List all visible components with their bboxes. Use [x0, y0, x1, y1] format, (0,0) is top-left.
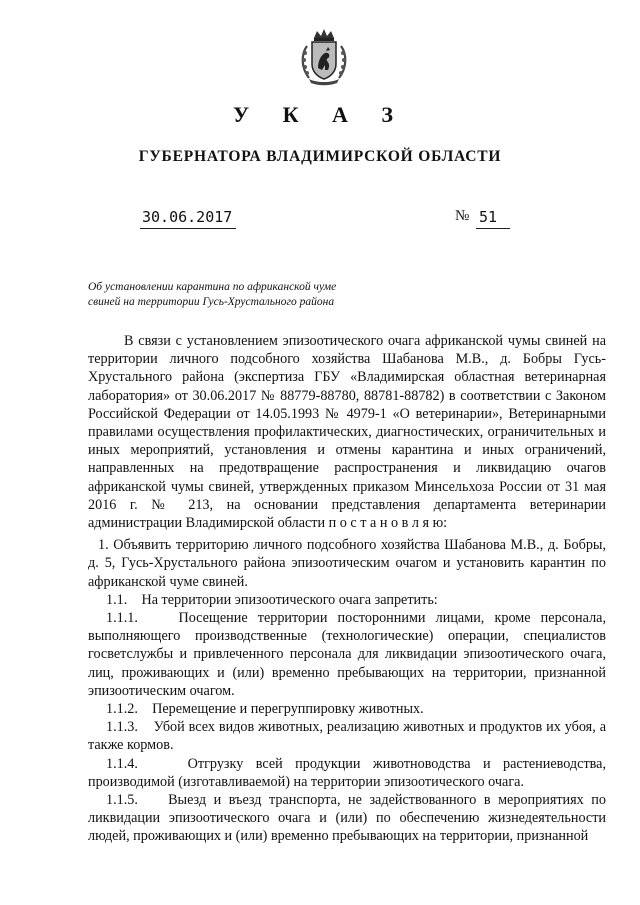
date-underline [140, 228, 236, 229]
clause-1-1-5: 1.1.5. Выезд и въезд транспорта, не задействованного в мероприятиях по ликвидации эпизоотического очага и (или) по обеспечению жизнедеятельности людей, проживающих и (или) временно пребывающих на территории, признанной [88, 792, 610, 845]
subject-line-2: свиней на территории Гусь-Хрустального района [88, 296, 335, 308]
clause-1-1: 1.1. На территории эпизоотического очага запретить: [106, 591, 438, 608]
clause-1-1-3: 1.1.3. Убой всех видов животных, реализацию животных и продуктов их убоя, а также кормов. [88, 719, 610, 754]
decree-body [88, 332, 610, 846]
decree-number: 51 [479, 208, 498, 226]
clause-1-1-2: 1.1.2. Перемещение и перегруппировку животных. [106, 701, 424, 718]
decree-issuer: ГУБЕРНАТОРА ВЛАДИМИРСКОЙ ОБЛАСТИ [138, 148, 502, 165]
decree-date: 30.06.2017 [142, 208, 233, 226]
subject-line-1: Об установлении карантина по африканской чуме [88, 281, 337, 293]
coat-of-arms-emblem [297, 28, 351, 86]
decree-title: У К А З [232, 102, 408, 127]
decree-subject [88, 280, 408, 310]
number-underline [476, 228, 510, 229]
clause-1-1-4: 1.1.4. Отгрузку всей продукции животноводства и растениеводства, производимой (изготавливаемой) на территории эпизоотического очага. [88, 755, 610, 790]
preamble-paragraph: В связи с установлением эпизоотического очага африканской чумы свиней на территории личного подсобного хозяйства Шабанова М.В., д. Бобры Гусь-Хрустального района (экспертиза ГБУ «Владимирская областная ветеринарная лаборатория» от 30.06.2017 № 88779-88780, 88781-88782) в соответствии с Законом Российской Федерации от 14.05.1993 № 4979-1 «О ветеринарии», Ветеринарными правилами осуществления профилактических, диагностических, ограничительных и иных мероприятий, установления и отмены карантина и иных ограничений, направленных на предотвращение распространения и ликвидацию очагов африканской чумы свиней, утвержденных приказом Минсельхоза России от 31 мая 2016 г. № 213, на основании представления департамента ветеринарии администрации Владимирской области п о с т а н о в л я ю: [88, 333, 606, 532]
clause-1: 1. Объявить территорию личного подсобного хозяйства Шабанова М.В., д. Бобры, д. 5, Гусь-Хрустального района эпизоотическим очагом и установить карантин по африканской чуме свиней. [88, 537, 606, 590]
number-label: № [455, 208, 470, 224]
clause-1-1-1: 1.1.1. Посещение территории посторонними лицами, кроме персонала, выполняющего производственные (технологические) операции, специалистов госветслужбы и привлеченного персонала для ликвидации эпизоотического очага, лиц, проживающих и (или) временно пребывающих на территории, признанной эпизоотическим очагом. [88, 610, 610, 699]
